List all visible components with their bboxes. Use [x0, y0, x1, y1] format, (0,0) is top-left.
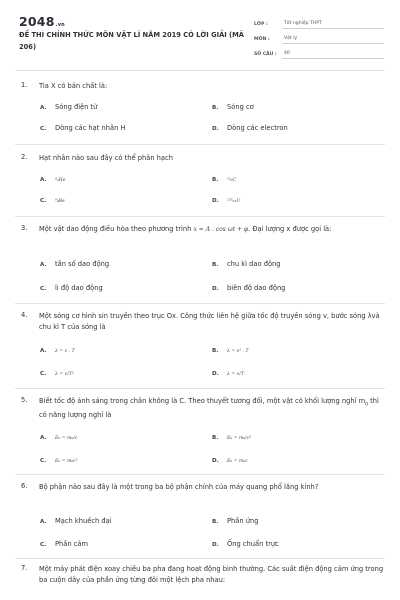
question-number: 2.	[21, 153, 28, 161]
answer-option[interactable]	[212, 517, 258, 525]
option-formula: E₀ = m₀c²	[55, 459, 78, 464]
option-letter: A.	[40, 435, 47, 441]
option-letter: C.	[40, 458, 47, 464]
option-formula: λ = v/T²	[55, 372, 74, 377]
divider	[15, 388, 385, 389]
option-formula: E₀ = m₀c	[227, 459, 248, 464]
question-number: 1.	[21, 81, 28, 89]
answer-option[interactable]	[40, 124, 125, 132]
question-number: 3.	[21, 224, 28, 232]
option-text: Sóng cơ	[227, 103, 254, 111]
option-text: Sóng điện từ	[55, 103, 98, 111]
option-letter: D.	[212, 198, 219, 204]
question-number: 6.	[21, 482, 28, 490]
answer-option[interactable]	[40, 175, 65, 183]
divider	[15, 70, 385, 71]
meta-row-class	[254, 14, 384, 29]
question-text	[39, 224, 386, 235]
option-text: chu kì dao động	[227, 260, 281, 268]
option-formula: ¹²₆C	[227, 178, 237, 183]
answer-option[interactable]	[40, 540, 88, 548]
question-text-part: Một vật dao động điều hòa theo phương trình	[39, 225, 194, 233]
answer-option[interactable]	[40, 284, 103, 292]
document-title: ĐỀ THI CHÍNH THỨC MÔN VẬT LÍ NĂM 2019 CÓ LỜI GIẢI (MÃ 206)	[19, 31, 244, 51]
option-letter: B.	[212, 435, 219, 441]
answer-option[interactable]	[212, 346, 249, 354]
meta-value: 40	[282, 51, 384, 59]
answer-option[interactable]	[212, 124, 288, 132]
option-text: Dòng các hạt nhân H	[55, 124, 126, 132]
logo-text: 2048	[19, 14, 55, 29]
option-letter: D.	[212, 371, 219, 377]
divider	[15, 216, 385, 217]
option-text: Ống chuẩn trực	[227, 540, 279, 548]
option-letter: D.	[212, 458, 219, 464]
question-number: 7.	[21, 564, 28, 572]
meta-value: Vật lý	[282, 36, 384, 44]
meta-label: SỐ CÂU :	[254, 52, 277, 57]
answer-option[interactable]	[40, 456, 78, 464]
answer-option[interactable]	[212, 284, 285, 292]
option-letter: D.	[212, 126, 219, 132]
option-letter: B.	[212, 262, 219, 268]
answer-option[interactable]	[40, 433, 77, 441]
option-letter: A.	[40, 105, 47, 111]
option-formula: E₀ = m₀/c²	[227, 436, 252, 441]
option-formula: λ = v/T	[227, 372, 244, 377]
answer-option[interactable]	[212, 456, 248, 464]
meta-row-count	[254, 44, 384, 59]
answer-option[interactable]	[40, 517, 112, 525]
option-text: Phần cảm	[55, 540, 89, 548]
answer-option[interactable]	[212, 540, 279, 548]
option-formula: λ = v . T	[55, 349, 75, 354]
option-formula: ⁹₄Be	[55, 199, 65, 204]
option-text: tần số dao động	[55, 260, 110, 268]
question-number: 5.	[21, 396, 28, 404]
site-logo[interactable]	[19, 14, 65, 29]
option-letter: B.	[212, 105, 219, 111]
question-text: Một sóng cơ hình sin truyền theo trục Ox. Công thức liên hệ giữa tốc độ truyền sóng v, bước sóng λvà chu kì T của sóng là	[39, 312, 380, 331]
option-letter: D.	[212, 286, 219, 292]
option-letter: B.	[212, 177, 219, 183]
question-number: 4.	[21, 311, 28, 319]
exam-meta	[254, 14, 384, 59]
answer-option[interactable]	[212, 433, 251, 441]
question-text: Một máy phát điện xoay chiều ba pha đang hoạt động bình thường. Các suất điện động cảm ứng trong ba cuộn dây của phần ứng từng đôi một lệch pha nhau:	[39, 565, 384, 584]
answer-option[interactable]	[212, 196, 240, 204]
option-letter: C.	[40, 371, 47, 377]
answer-option[interactable]	[40, 369, 74, 377]
answer-option[interactable]	[40, 196, 65, 204]
logo-suffix: .vn	[55, 22, 65, 28]
option-letter: B.	[212, 348, 219, 354]
question-text	[39, 396, 386, 421]
divider	[15, 303, 385, 304]
option-letter: A.	[40, 262, 47, 268]
option-letter: A.	[40, 348, 47, 354]
meta-label: LỚP :	[254, 22, 268, 27]
answer-option[interactable]	[212, 369, 244, 377]
answer-option[interactable]	[212, 103, 254, 111]
option-letter: C.	[40, 542, 47, 548]
subscript: 0	[365, 402, 369, 408]
option-text: Dòng các electron	[227, 124, 288, 132]
option-text: li độ dao động	[55, 284, 103, 292]
option-letter: A.	[40, 519, 47, 525]
option-letter: C.	[40, 198, 47, 204]
option-text: Mạch khuếch đại	[55, 517, 112, 525]
answer-option[interactable]	[40, 103, 97, 111]
option-letter: A.	[40, 177, 47, 183]
divider	[15, 144, 385, 145]
question-text-part: thì có năng lượng nghỉ là	[39, 397, 379, 420]
answer-option[interactable]	[40, 260, 109, 268]
option-letter: C.	[40, 286, 47, 292]
question-text: Bộ phận nào sau đây là một trong ba bộ phận chính của máy quang phổ lăng kính?	[39, 483, 319, 491]
question-text-part: Biết tốc độ ánh sáng trong chân không là C. Theo thuyết tương đối, một vật có khối lượng nghỉ m	[39, 397, 366, 405]
option-formula: λ = v² . T	[227, 349, 249, 354]
question-text-part: . Đại lượng x được gọi là:	[248, 225, 332, 233]
option-formula: E₀ = m₀/c	[55, 436, 78, 441]
option-letter: D.	[212, 542, 219, 548]
answer-option[interactable]	[40, 346, 75, 354]
option-formula: ⁴₂He	[55, 178, 66, 183]
answer-option[interactable]	[212, 260, 281, 268]
option-formula: ²³⁵₉₂U	[227, 199, 241, 204]
option-letter: B.	[212, 519, 219, 525]
meta-value: Tốt nghiệp THPT	[282, 21, 384, 29]
question-text: Hạt nhân nào sau đây có thể phân hạch	[39, 154, 173, 162]
option-text: biên độ dao động	[227, 284, 286, 292]
option-letter: C.	[40, 126, 47, 132]
answer-option[interactable]	[212, 175, 236, 183]
option-text: Phần ứng	[227, 517, 259, 525]
meta-label: MÔN :	[254, 37, 270, 42]
divider	[15, 558, 385, 559]
question-text: Tia X có bản chất là:	[39, 82, 108, 90]
meta-row-subject	[254, 29, 384, 44]
equation: x = A . cos ωt + φ	[193, 226, 249, 233]
divider	[15, 474, 385, 475]
